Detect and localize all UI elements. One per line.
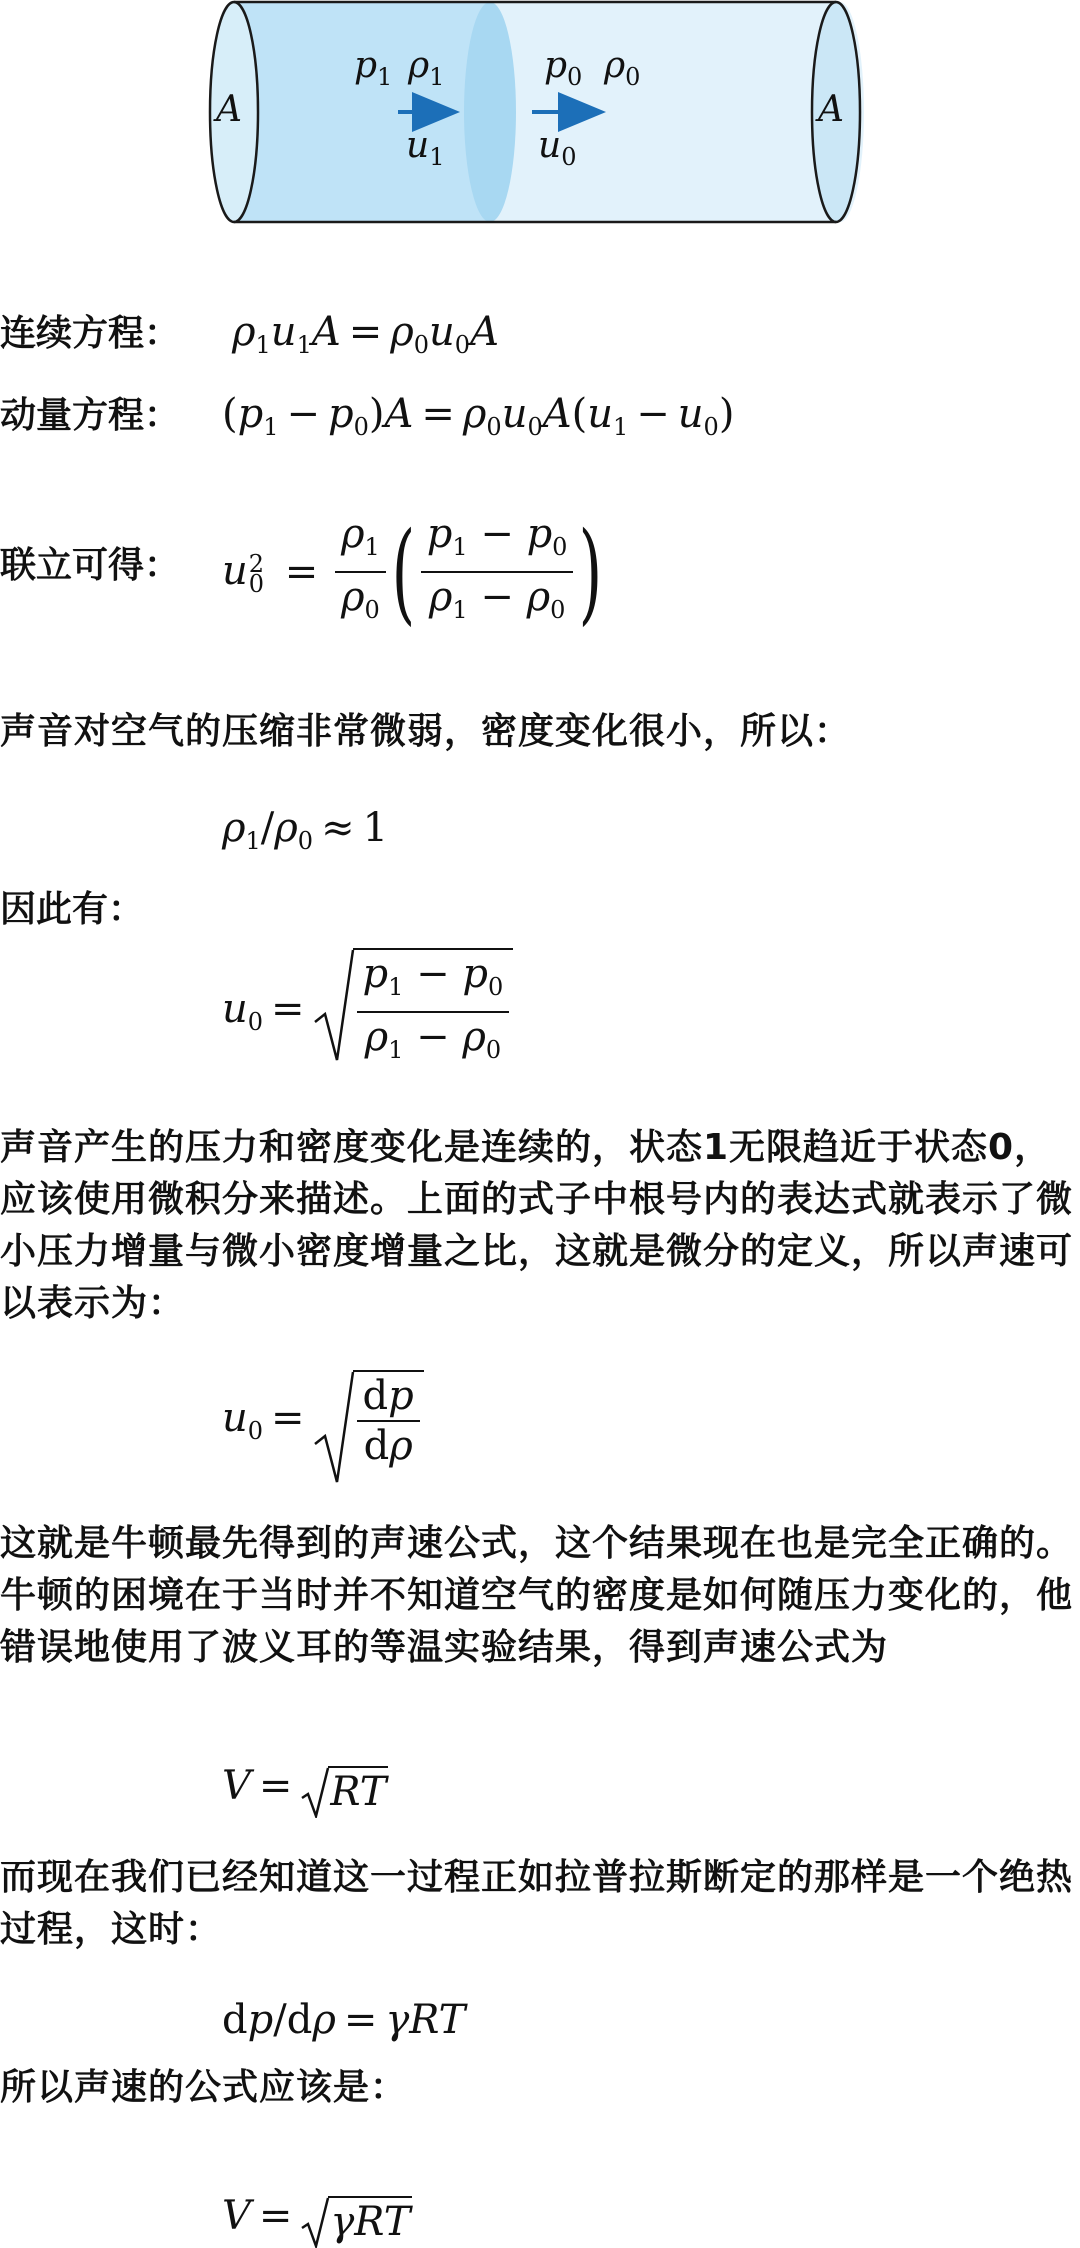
continuity-equation: $\rho_1u_1A = \rho_0u_0A$ [232,309,499,359]
paragraph-newton: 这就是牛顿最先得到的声速公式，这个结果现在也是完全正确的。牛顿的困境在于当时并不知道空气的密度是如何随压力变化的，他错误地使用了波义耳的等温实验结果，得到声速公式为 [0,1523,1074,1668]
area-label-left: A [216,89,242,130]
newton-speed-formula: V = RT [222,1763,387,1815]
velocity1-label: $u_1$ [406,125,445,171]
flow-tube-diagram [0,0,1080,240]
therefore-label: 因此有： [0,889,145,930]
continuity-label: 连续方程： [0,313,181,354]
sound-speed-derivative-equation: $u_0$ = $\frac{dp}{d\rho}$ [222,1370,424,1470]
pressure0-label: $p_0$ [544,45,583,91]
area-label-right: A [818,89,844,130]
paragraph-laplace: 而现在我们已经知道这一过程正如拉普拉斯断定的那样是一个绝热过程，这时： [0,1857,1074,1950]
sound-speed-difference-equation: $u_0$ = $\frac{p_1 - p_0}{\rho_1 - \rho_0}$ [222,948,513,1074]
density1-label: $\rho_1$ [408,45,445,91]
flow-tube-svg [0,0,1080,240]
velocity0-label: $u_0$ [538,125,577,171]
density-ratio-equation: $\rho_1/\rho_0 \approx 1$ [222,805,389,855]
momentum-equation: $(p_1 - p_0)A = \rho_0u_0A(u_1 - u_0)$ [222,391,735,441]
density0-label: $\rho_0$ [604,45,641,91]
combine-label: 联立可得： [0,545,181,586]
paragraph-conclusion: 所以声速的公式应该是： [0,2067,408,2108]
laplace-speed-formula: V = γRT [222,2193,411,2245]
momentum-label: 动量方程： [0,395,181,436]
paragraph-calculus: 声音产生的压力和密度变化是连续的，状态1无限趋近于状态0，应该使用微积分来描述。上面的式子中根号内的表达式就表示了微小压力增量与微小密度增量之比，这就是微分的定义，所以声速可以表示为： [0,1127,1074,1324]
paragraph-weak-compression: 声音对空气的压缩非常微弱，密度变化很小，所以： [0,711,852,752]
adiabatic-relation: dp/dρ = γRT [222,1997,466,2043]
pressure1-label: $p_1$ [354,45,393,91]
wavefront-band [464,2,516,222]
combined-equation: u 2 0 = $\frac{\rho_1}{\rho_0}$ ( $\frac{p_1 - p_0}{\rho_1 - \rho_0}$ ) [222,508,603,636]
